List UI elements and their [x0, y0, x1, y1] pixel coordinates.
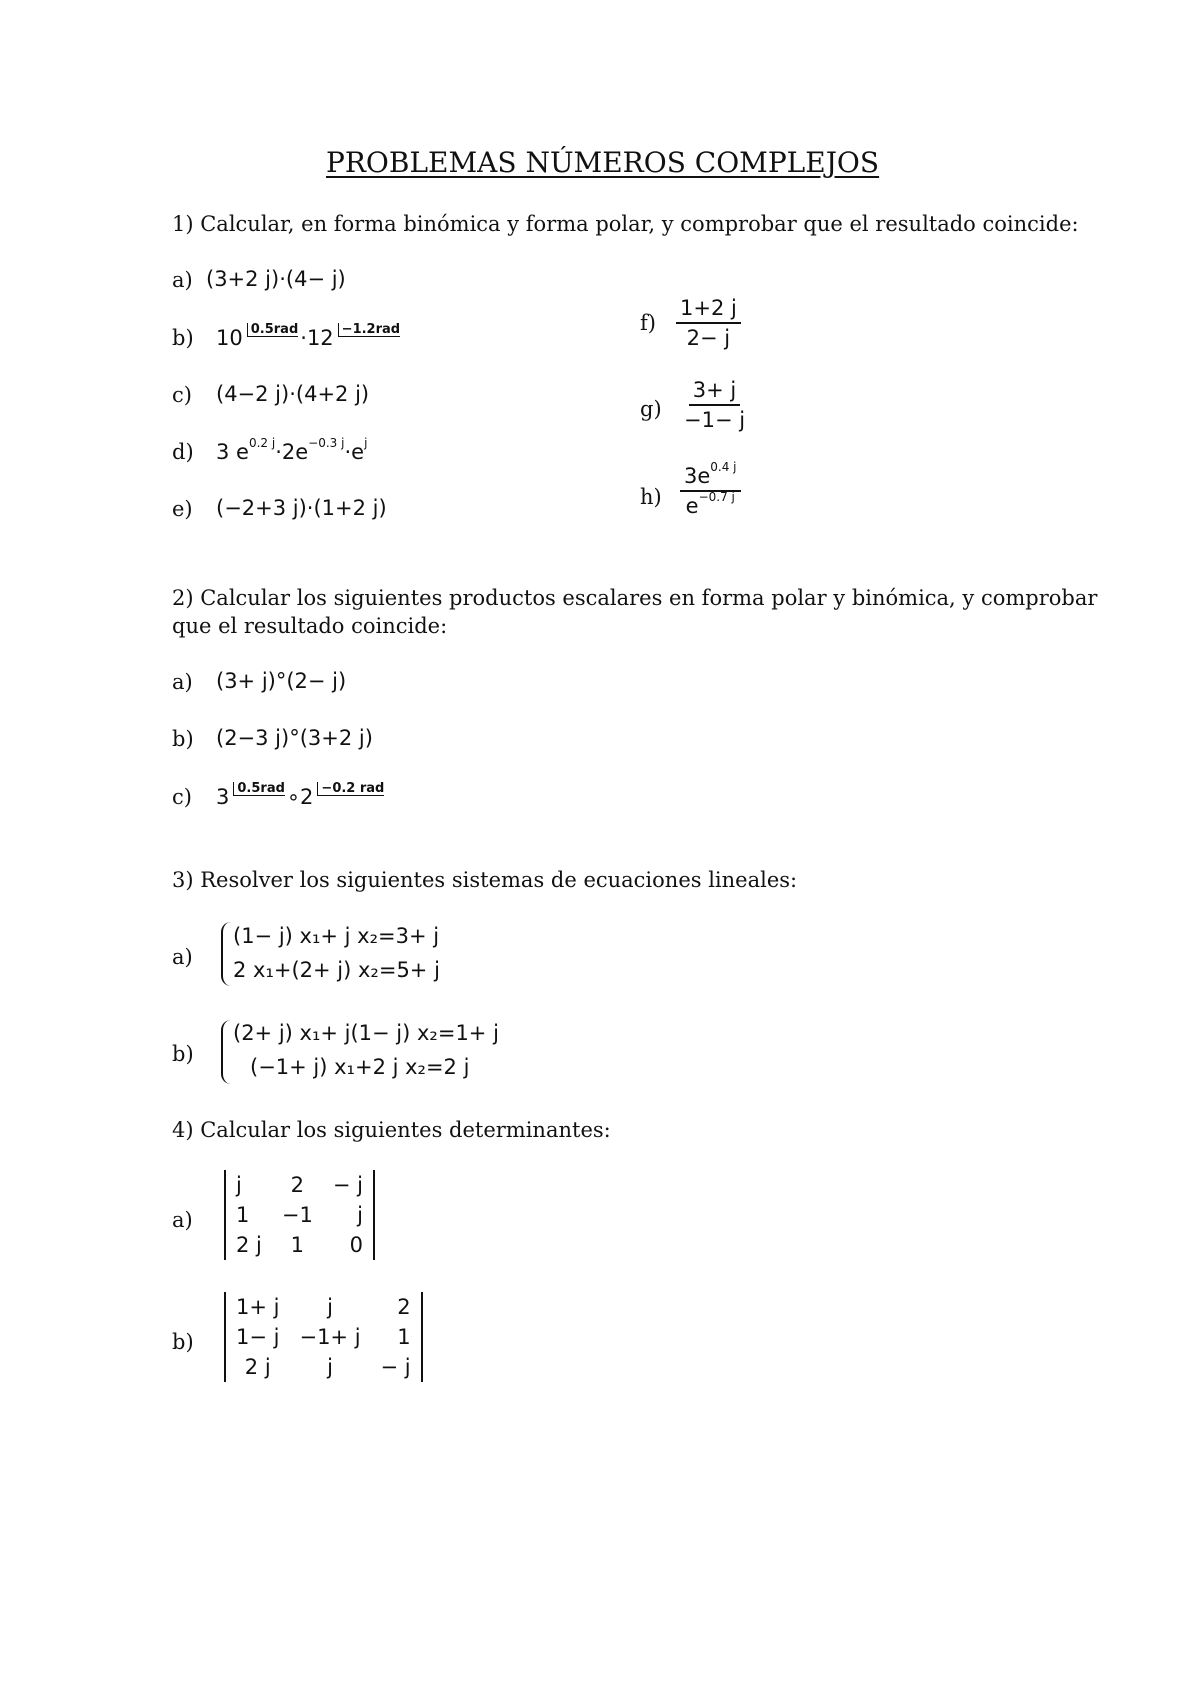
problem-1g-fraction — [680, 378, 749, 432]
problem-1g-denominator: −1− j — [684, 408, 746, 432]
system-b-row-1: (2+ j) x₁+ j(1− j) x₂=1+ j — [233, 1021, 499, 1045]
det-b-cell: 2 j — [244, 1355, 271, 1379]
problem-2c-operator: ∘2 — [286, 785, 314, 809]
problem-1f-fraction — [676, 296, 741, 350]
problem-1f-label: f) — [640, 311, 656, 335]
problem-1b-modulus-1: 10 — [216, 326, 243, 350]
det-a-cell: 0 — [349, 1233, 363, 1257]
problem-1b-expression — [216, 322, 402, 350]
problem-1a-label: a) — [172, 268, 193, 292]
problem-1h-numerator — [680, 460, 741, 492]
problem-2c-expression — [216, 781, 386, 809]
det-a-cell: −1 — [281, 1203, 313, 1227]
system-brace-a — [221, 922, 231, 986]
det-a-cell: − j — [332, 1173, 363, 1197]
problem-3a-label: a) — [172, 945, 193, 969]
system-a-row-1: (1− j) x₁+ j x₂=3+ j — [233, 924, 440, 948]
problem-1e-label: e) — [172, 497, 193, 521]
problem-1a-expression: (3+2 j)·(4− j) — [206, 267, 346, 291]
problem-1d-exp-2: −0.3 j — [308, 436, 345, 450]
section-1-heading: 1) Calcular, en forma binómica y forma polar, y comprobar que el resultado coincide: — [172, 212, 1079, 236]
angle-symbol-4: −0.2 rad — [317, 782, 384, 796]
det-a-cell: j — [357, 1203, 363, 1227]
system-brace-b — [221, 1020, 231, 1084]
angle-symbol-3: 0.5rad — [233, 782, 285, 796]
system-b-row-2: (−1+ j) x₁+2 j x₂=2 j — [250, 1055, 470, 1079]
problem-1d-part-2: ·2e — [275, 440, 309, 464]
problem-1h-den-base: e — [685, 494, 699, 518]
problem-2b-expression: (2−3 j)°(3+2 j) — [216, 726, 373, 750]
problem-1b-label: b) — [172, 326, 194, 350]
problem-1e-expression: (−2+3 j)·(1+2 j) — [216, 496, 387, 520]
section-2-heading-line-1: 2) Calcular los siguientes productos escalares en forma polar y binómica, y comprobar — [172, 586, 1098, 610]
problem-1g-label: g) — [640, 397, 662, 421]
det-a-cell: j — [236, 1173, 242, 1197]
section-3-heading: 3) Resolver los siguientes sistemas de ecuaciones lineales: — [172, 868, 798, 892]
problem-1c-expression: (4−2 j)·(4+2 j) — [216, 382, 370, 406]
angle-symbol-1: 0.5rad — [247, 323, 299, 337]
det-b-cell: 1− j — [236, 1325, 280, 1349]
determinant-b — [224, 1292, 423, 1382]
page-title: PROBLEMAS NÚMEROS COMPLEJOS — [326, 146, 880, 179]
problem-2a-expression: (3+ j)°(2− j) — [216, 669, 347, 693]
problem-1h-num-base: 3e — [684, 464, 711, 488]
problem-2b-label: b) — [172, 727, 194, 751]
det-b-cell: j — [327, 1295, 333, 1319]
det-b-cell: j — [327, 1355, 333, 1379]
section-2-heading-line-2: que el resultado coincide: — [172, 614, 448, 638]
problem-1d-part-1: 3 e — [216, 440, 249, 464]
problem-2c-label: c) — [172, 785, 192, 809]
det-a-cell: 2 — [290, 1173, 305, 1197]
det-a-cell: 1 — [290, 1233, 305, 1257]
problem-1h-label: h) — [640, 485, 662, 509]
det-b-cell: 1+ j — [236, 1295, 280, 1319]
problem-1h-denominator — [682, 492, 739, 518]
angle-symbol-2: −1.2rad — [338, 323, 400, 337]
det-b-cell: 1 — [397, 1325, 411, 1349]
problem-1g-numerator: 3+ j — [689, 378, 740, 406]
determinant-a — [224, 1170, 375, 1260]
det-a-cell: 2 j — [236, 1233, 262, 1257]
problem-1f-numerator: 1+2 j — [676, 296, 741, 324]
problem-1c-label: c) — [172, 383, 192, 407]
det-b-cell: −1+ j — [299, 1325, 361, 1349]
problem-2a-label: a) — [172, 670, 193, 694]
problem-1h-fraction — [680, 460, 741, 518]
system-a-row-2: 2 x₁+(2+ j) x₂=5+ j — [233, 958, 440, 982]
problem-4a-label: a) — [172, 1208, 193, 1232]
problem-3b-label: b) — [172, 1042, 194, 1066]
det-b-cell: 2 — [397, 1295, 411, 1319]
problem-1d-part-3: ·e — [344, 440, 365, 464]
det-b-cell: − j — [380, 1355, 411, 1379]
problem-1b-modulus-2: ·12 — [300, 326, 334, 350]
problem-1h-den-exp: −0.7 j — [698, 490, 735, 504]
problem-4b-label: b) — [172, 1330, 194, 1354]
problem-1h-num-exp: 0.4 j — [710, 460, 737, 474]
problem-1d-exp-1: 0.2 j — [248, 436, 276, 450]
det-a-cell: 1 — [236, 1203, 250, 1227]
section-4-heading: 4) Calcular los siguientes determinantes: — [172, 1118, 611, 1142]
problem-1f-denominator: 2− j — [686, 326, 731, 350]
problem-2c-modulus-1: 3 — [216, 785, 230, 809]
problem-1d-label: d) — [172, 440, 194, 464]
problem-1d-exp-3: j — [364, 436, 368, 450]
problem-1d-expression — [216, 436, 368, 464]
